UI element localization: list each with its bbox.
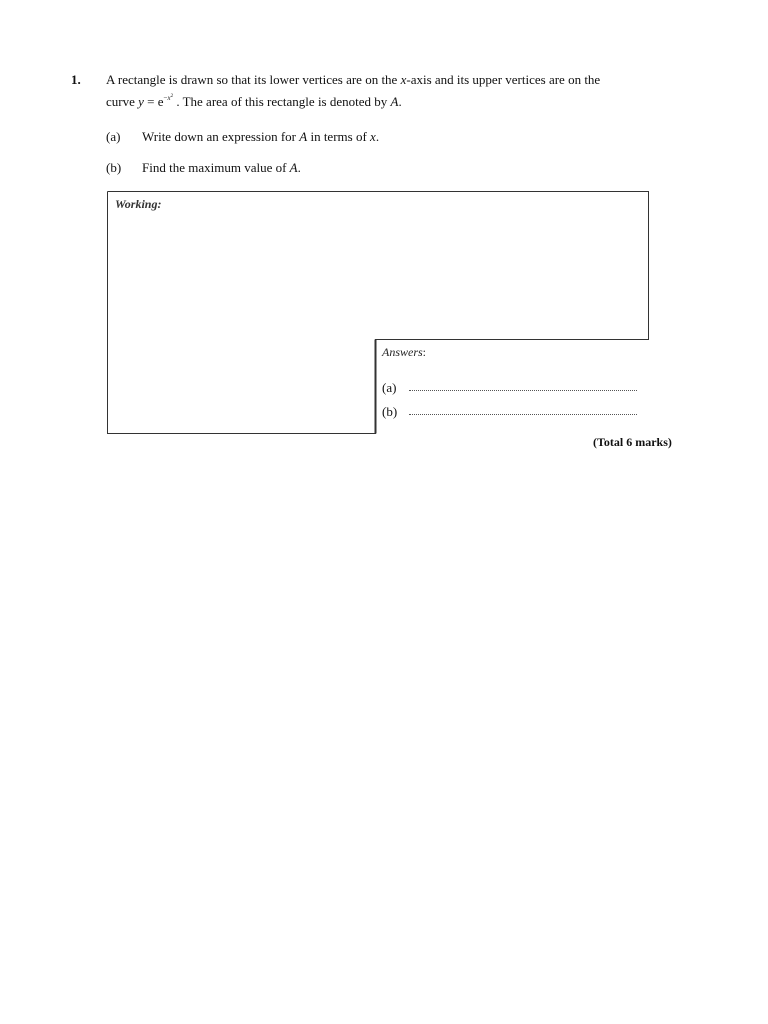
part-a-text (142, 129, 379, 145)
part-b-label: (b) (106, 160, 122, 175)
answer-b-line[interactable] (409, 414, 637, 415)
question-text-segment: . The area of this rectangle is denoted by (173, 94, 391, 109)
exponent-variable: x (167, 94, 171, 102)
equation-equals-e: = e (143, 94, 164, 109)
answer-a-line[interactable] (409, 390, 637, 391)
question-text-segment: A rectangle is drawn so that its lower vertices are on the (106, 72, 401, 87)
part-text-segment: Find the maximum value of (142, 160, 290, 175)
working-area[interactable] (107, 191, 649, 434)
variable-A: A (390, 94, 399, 109)
working-label: Working: (115, 197, 162, 211)
part-b-text (142, 160, 301, 176)
exponent-sign: − (163, 94, 168, 102)
answer-b-label: (b) (382, 404, 398, 419)
variable-A: A (289, 160, 298, 175)
answer-a-label: (a) (382, 380, 397, 395)
question-text-line-2 (106, 94, 402, 110)
part-text-segment: . (375, 129, 380, 144)
variable-x: x (400, 72, 407, 87)
question-text-segment: . (398, 94, 402, 109)
total-marks: (Total 6 marks) (593, 435, 672, 449)
answers-label-colon: : (422, 345, 427, 359)
part-a-label: (a) (106, 129, 121, 144)
variable-x: x (370, 129, 376, 144)
part-text-segment: . (297, 160, 301, 175)
variable-y: y (138, 94, 144, 109)
question-number: 1. (71, 72, 81, 87)
question-text-segment: -axis and its upper vertices are on the (406, 72, 601, 87)
question-text-segment: curve (106, 94, 139, 109)
exponent-power: 2 (170, 94, 174, 99)
working-box-border (108, 192, 649, 434)
exponent (164, 94, 174, 102)
variable-A: A (299, 129, 308, 144)
answers-label (382, 345, 426, 360)
working-area-outline (107, 191, 651, 436)
question-text-line-1 (106, 72, 600, 88)
part-text-segment: in terms of (307, 129, 371, 144)
answers-label-text: Answers (382, 345, 423, 359)
part-text-segment: Write down an expression for (142, 129, 300, 144)
